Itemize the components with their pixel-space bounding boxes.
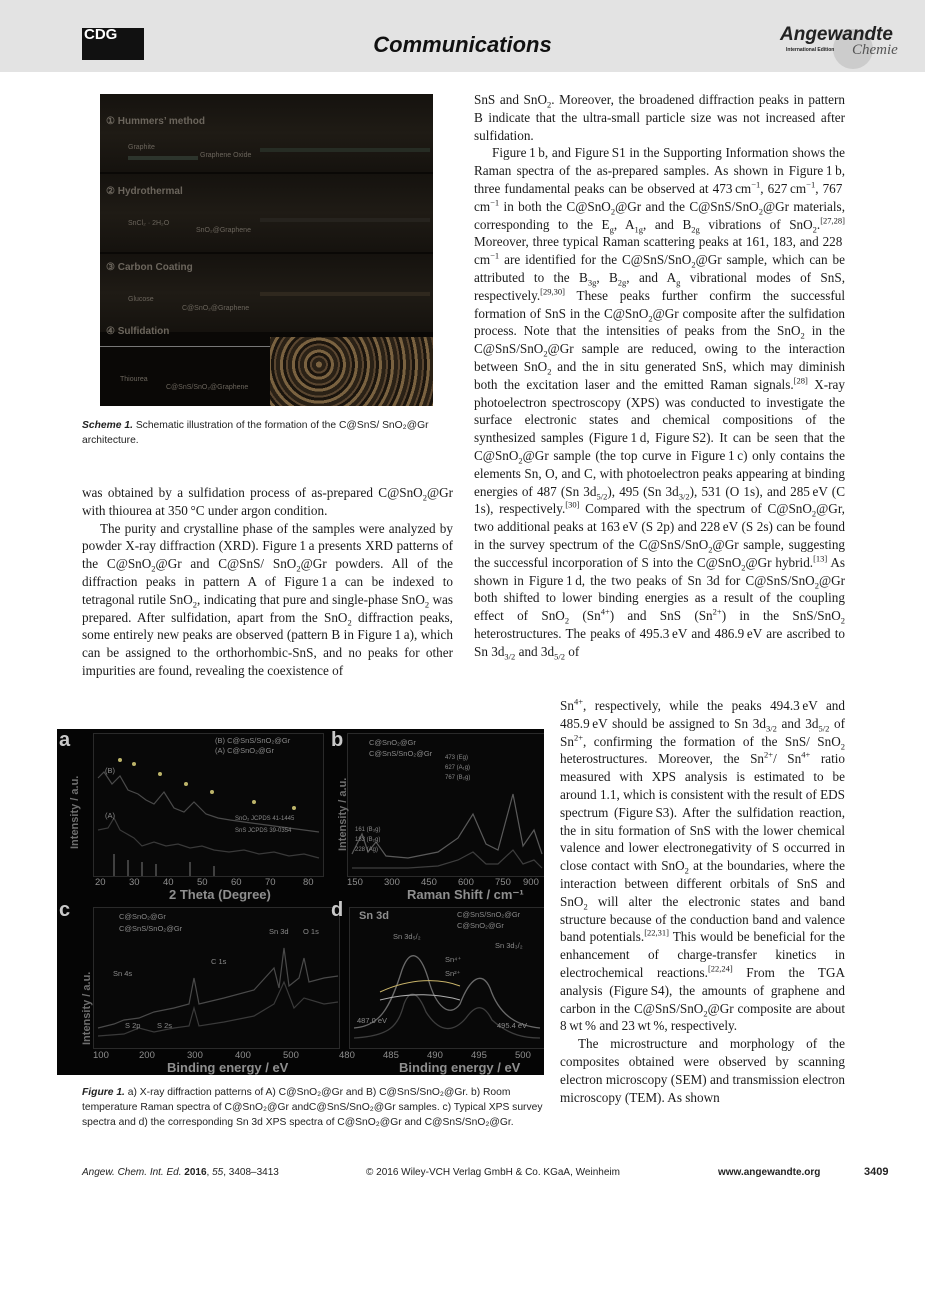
right-column-text-lower: $Sn^{4+}$, respectively, while the peaks 494.3 eV and 485.9 eV should be assigned to Sn $3d_{3/2}$ and $3d_{5/2}$ of $Sn^{2+}$, confirming the formation of the SnS/ SnO$_2$ heterostructures. Moreover, the $Sn^{2+}/$ $Sn^{4+}$ ratio measured with XPS analysis is estimated to be around 1.1, which is consistent with the result of EDS spectrum (Figure S3). After the sulfidation reaction, the in situ formation of SnS with the lower chemical valence and lower electronegativity of S occurred in close contact with SnO$_2$ at the boundaries, where the interaction between different orbitals of SnS and SnO$_2$ will alter the electronic states and band structure because of the conduction band and valence band potentials.[22,31] This would be beneficial for the enhancement of charge-transfer kinetics in electrochemical reactions.[22,24] From the TGA analysis (Figure S4), the amounts of graphene and carbon in the C@SnS/SnO$_2$@Gr composite are about 8 wt % and 23 wt %, respectively. The microstructure and morphology of the composites obtained were observed by scanning electron microscopy (SEM) and transmission electron microscopy (TEM). As shown <box>560 696 845 1105</box>
panel-b-xtick: 900 <box>523 877 539 888</box>
panel-a-legend-a: (A) C@SnO₂@Gr <box>215 746 274 755</box>
panel-a-xtick: 30 <box>129 877 140 888</box>
panel-a-xtick: 50 <box>197 877 208 888</box>
panel-c-peak: S 2s <box>157 1021 173 1030</box>
panel-b-legend-2: C@SnS/SnO₂@Gr <box>369 749 433 758</box>
journal-name: Angewandte <box>780 24 893 45</box>
panel-c-label: c <box>59 899 71 921</box>
panel-d-xtick: 490 <box>427 1050 443 1061</box>
panel-d-annotation: Sn²⁺ <box>445 969 461 978</box>
panel-d-annotation: Sn 3d₃/₂ <box>495 941 523 950</box>
panel-b-peak: 627 (A₁g) <box>445 765 471 771</box>
figure-1-caption <box>82 1085 552 1130</box>
panel-a-curve-a: (A) <box>105 811 115 820</box>
footer-citation: Angew. Chem. Int. Ed. 2016, 55, 3408–3413 <box>82 1167 279 1178</box>
scheme-1-caption <box>82 418 442 448</box>
panel-a-ref-sno2: SnO₂ JCPDS 41-1445 <box>235 816 295 822</box>
panel-d-xlabel: Binding energy / eV <box>399 1060 521 1075</box>
footer-url[interactable]: www.angewandte.org <box>718 1167 821 1178</box>
scheme-caption-text: Schematic illustration of the formation of the C@SnS/ SnO₂@Gr architecture. <box>82 420 429 446</box>
panel-a-xtick: 70 <box>265 877 276 888</box>
panel-d-xtick: 495 <box>471 1050 487 1061</box>
footer-pages: 3408–3413 <box>228 1167 279 1178</box>
scheme-label-graphene-oxide: Graphene Oxide <box>200 152 252 159</box>
panel-a-xtick: 80 <box>303 877 314 888</box>
journal-sub: Chemie <box>852 42 898 58</box>
figure-1-image <box>57 729 544 1075</box>
footer-copyright: © 2016 Wiley-VCH Verlag GmbH & Co. KGaA, Weinheim <box>366 1167 620 1178</box>
panel-d-label: d <box>331 899 344 921</box>
panel-a-xtick: 60 <box>231 877 242 888</box>
panel-c-peak: Sn 3d <box>269 927 289 936</box>
panel-a <box>93 733 324 877</box>
panel-a-curve-b: (B) <box>105 766 115 775</box>
scheme-label-sno2-graphene: SnO₂@Graphene <box>196 227 251 234</box>
panel-b-label: b <box>331 729 344 751</box>
panel-c-peak: O 1s <box>303 927 319 936</box>
scheme-label-c-sns-sno2-graphene: C@SnS/SnO₂@Graphene <box>166 384 249 391</box>
right-column-text-upper: SnS and SnO$_2$. Moreover, the broadened diffraction peaks in pattern B indicate that the ultra-small particle size was not increased after sulfidation. Figure 1 b, and Figure S1 in the Supporting Information shows the Raman spectra of the as-prepared samples. As shown in Figure 1 b, three fundamental peaks can be observed at 473 $cm^{-1}$, 627 $cm^{-1}$, 767 $cm^{-1}$ in both the C@SnO$_2$@Gr and the C@SnS/SnO$_2$@Gr materials, corresponding to the $E_g$, $A_{1g}$, and $B_{2g}$ vibrations of SnO$_2$.[27,28] Moreover, three typical Raman scattering peaks at 161, 183, and 228 $cm^{-1}$ are identified for the C@SnS/SnO$_2$@Gr sample, which can be attributed to the $B_{3g}$, $B_{2g}$, and $A_g$ vibrational modes of SnS, respectively.[29,30] These peaks further confirm the successful formation of SnS in the C@SnO$_2$@Gr composite after the sulfidation process. Note that the intensities of peaks from the SnO$_2$ in the C@SnS/SnO$_2$@Gr sample are reduced, owing to the interaction between SnO$_2$ and the in situ generated SnS, which may diminish both the excitation laser and the emitted Raman signals.[28] X-ray photoelectron spectroscopy (XPS) was conducted to investigate the surface electronic states and chemical compositions of the synthesized samples (Figure 1 d, Figure S2). It can be seen that the C@SnO$_2$@Gr sample (the top curve in Figure 1 c) only contains the elements Sn, O, and C, with photoelectron peaks appearing at binding energies of 487 (Sn $3d_{5/2}$), 495 (Sn $3d_{3/2}$), 531 (O 1s), and 285 eV (C 1s), respectively.[30] Compared with the spectrum of C@SnO$_2$@Gr, two additional peaks at 163 eV (S 2p) and 228 eV (S 2s) can be found in the survey spectrum of the C@SnS/SnO$_2$@Gr sample, suggesting the successful incorporation of S into the C@SnO$_2$@Gr hybrid.[13] As shown in Figure 1 d, the two peaks of Sn 3d for C@SnS/SnO$_2$@Gr both shifted to lower binding energies as a result of the coupling effect of SnO$_2$ $(Sn^{4+})$ and SnS $(Sn^{2+})$ in the SnS/SnO$_2$ heterostructures. The peaks of 495.3 eV and 486.9 eV are ascribed to Sn $3d_{3/2}$ and $3d_{5/2}$ of <box>474 92 846 662</box>
panel-a-ref-sns: SnS JCPDS 39-0354 <box>235 828 292 834</box>
section-title: Communications <box>373 32 552 57</box>
panel-a-xtick: 20 <box>95 877 106 888</box>
panel-c-xtick: 200 <box>139 1050 155 1061</box>
panel-b-xtick: 450 <box>421 877 437 888</box>
panel-b-xtick: 300 <box>384 877 400 888</box>
panel-c-xtick: 500 <box>283 1050 299 1061</box>
panel-a-label: a <box>59 729 71 751</box>
panel-a-plot <box>94 734 323 876</box>
panel-d-annotation: 487.0 eV <box>357 1016 388 1025</box>
figure-caption-label: Figure 1. <box>82 1087 125 1098</box>
panel-d-annotation: Sn 3d₅/₂ <box>393 932 421 941</box>
panel-d-xtick: 485 <box>383 1050 399 1061</box>
panel-c-xtick: 300 <box>187 1050 203 1061</box>
panel-c-xlabel: Binding energy / eV <box>167 1060 289 1075</box>
panel-b-peak: 228 (Ag) <box>355 847 379 853</box>
scheme-step-3: ③ Carbon Coating <box>106 262 193 273</box>
footer-volume: 55 <box>212 1167 224 1178</box>
scheme-label-c-sno2-graphene: C@SnO₂@Graphene <box>182 305 250 312</box>
panel-c-legend-1: C@SnO₂@Gr <box>119 912 166 921</box>
footer-journal: Angew. Chem. Int. Ed. <box>82 1167 182 1178</box>
figure-caption-text: a) X-ray diffraction patterns of A) C@SnO₂@Gr and B) C@SnS/SnO₂@Gr. b) Room temperature Raman spectra of C@SnO₂@Gr andC@SnS/SnO₂@Gr samples. c) Typical XPS survey spectra and d) the corresponding Sn 3d XPS spectra of C@SnO₂@Gr and C@SnS/SnO₂@Gr. <box>82 1087 543 1128</box>
left-column-text: was obtained by a sulfidation process of as-prepared C@SnO$_2$@Gr with thiourea at 350 °C under argon condition. The purity and crystalline phase of the samples were analyzed by powder X-ray diffraction (XRD). Figure 1 a presents XRD patterns of the C@SnO$_2$@Gr and C@SnS/ SnO$_2$@Gr powders. All of the diffraction peaks in pattern A of Figure 1 a can be indexed to tetragonal rutile SnO$_2$, indicating that pure and single-phase SnO$_2$ was prepared. After sulfidation, apart from the SnO$_2$ diffraction peaks, some entirely new peaks are observed (pattern B in Figure 1 a), which can be assigned to the orthorhombic-SnS, and no peaks for other impurities are found, revealing the coexistence of <box>82 485 454 678</box>
panel-d-legend-1: C@SnS/SnO₂@Gr <box>457 910 521 919</box>
panel-d-title: Sn 3d <box>359 910 389 922</box>
panel-c-peak: C 1s <box>211 957 227 966</box>
panel-d-annotation: 495.4 eV <box>497 1021 528 1030</box>
panel-c-peak: S 2p <box>125 1021 141 1030</box>
panel-a-ylabel: Intensity / a.u. <box>69 775 81 849</box>
panel-b-xlabel: Raman Shift / cm⁻¹ <box>407 887 524 902</box>
panel-c-legend-2: C@SnS/SnO₂@Gr <box>119 924 183 933</box>
panel-a-legend-b: (B) C@SnS/SnO₂@Gr <box>215 736 291 745</box>
scheme-label-thiourea: Thiourea <box>120 376 148 383</box>
panel-c-ylabel: Intensity / a.u. <box>81 971 93 1045</box>
panel-b-peak: 767 (B₂g) <box>445 775 471 781</box>
page-header <box>0 0 925 72</box>
panel-d-legend-2: C@SnO₂@Gr <box>457 921 504 930</box>
scheme-label-graphite: Graphite <box>128 144 155 151</box>
publisher-logo-text: CDG <box>84 26 118 43</box>
scheme-composite-image <box>270 337 433 406</box>
scheme-step-4: ④ Sulfidation <box>106 326 170 337</box>
scheme-label-sncl: SnCl₂ · 2H₂O <box>128 220 170 227</box>
panel-b-xtick: 150 <box>347 877 363 888</box>
panel-b-peak: 161 (B₃g) <box>355 827 381 833</box>
panel-c-xtick: 400 <box>235 1050 251 1061</box>
scheme-1-image <box>100 94 433 406</box>
panel-a-xlabel: 2 Theta (Degree) <box>169 887 271 902</box>
scheme-step-1: ① Hummers’ method <box>106 116 205 127</box>
panel-a-xtick: 40 <box>163 877 174 888</box>
panel-d-xtick: 480 <box>339 1050 355 1061</box>
scheme-step-2: ② Hydrothermal <box>106 186 183 197</box>
journal-edition: International Edition <box>786 47 835 53</box>
panel-b-legend-1: C@SnO₂@Gr <box>369 738 416 747</box>
panel-b-xtick: 600 <box>458 877 474 888</box>
panel-b-peak: 183 (B₂g) <box>355 837 381 843</box>
panel-b-xtick: 750 <box>495 877 511 888</box>
scheme-label-glucose: Glucose <box>128 296 154 303</box>
scheme-caption-label: Scheme 1. <box>82 420 133 431</box>
panel-c-xtick: 100 <box>93 1050 109 1061</box>
page-number: 3409 <box>864 1166 889 1178</box>
panel-b-peak: 473 (Eg) <box>445 755 469 761</box>
panel-b-ylabel: Intensity / a.u. <box>337 777 349 851</box>
panel-d-xtick: 500 <box>515 1050 531 1061</box>
panel-d-annotation: Sn⁴⁺ <box>445 955 462 964</box>
footer-year: 2016 <box>184 1167 207 1178</box>
panel-c-peak: Sn 4s <box>113 969 133 978</box>
